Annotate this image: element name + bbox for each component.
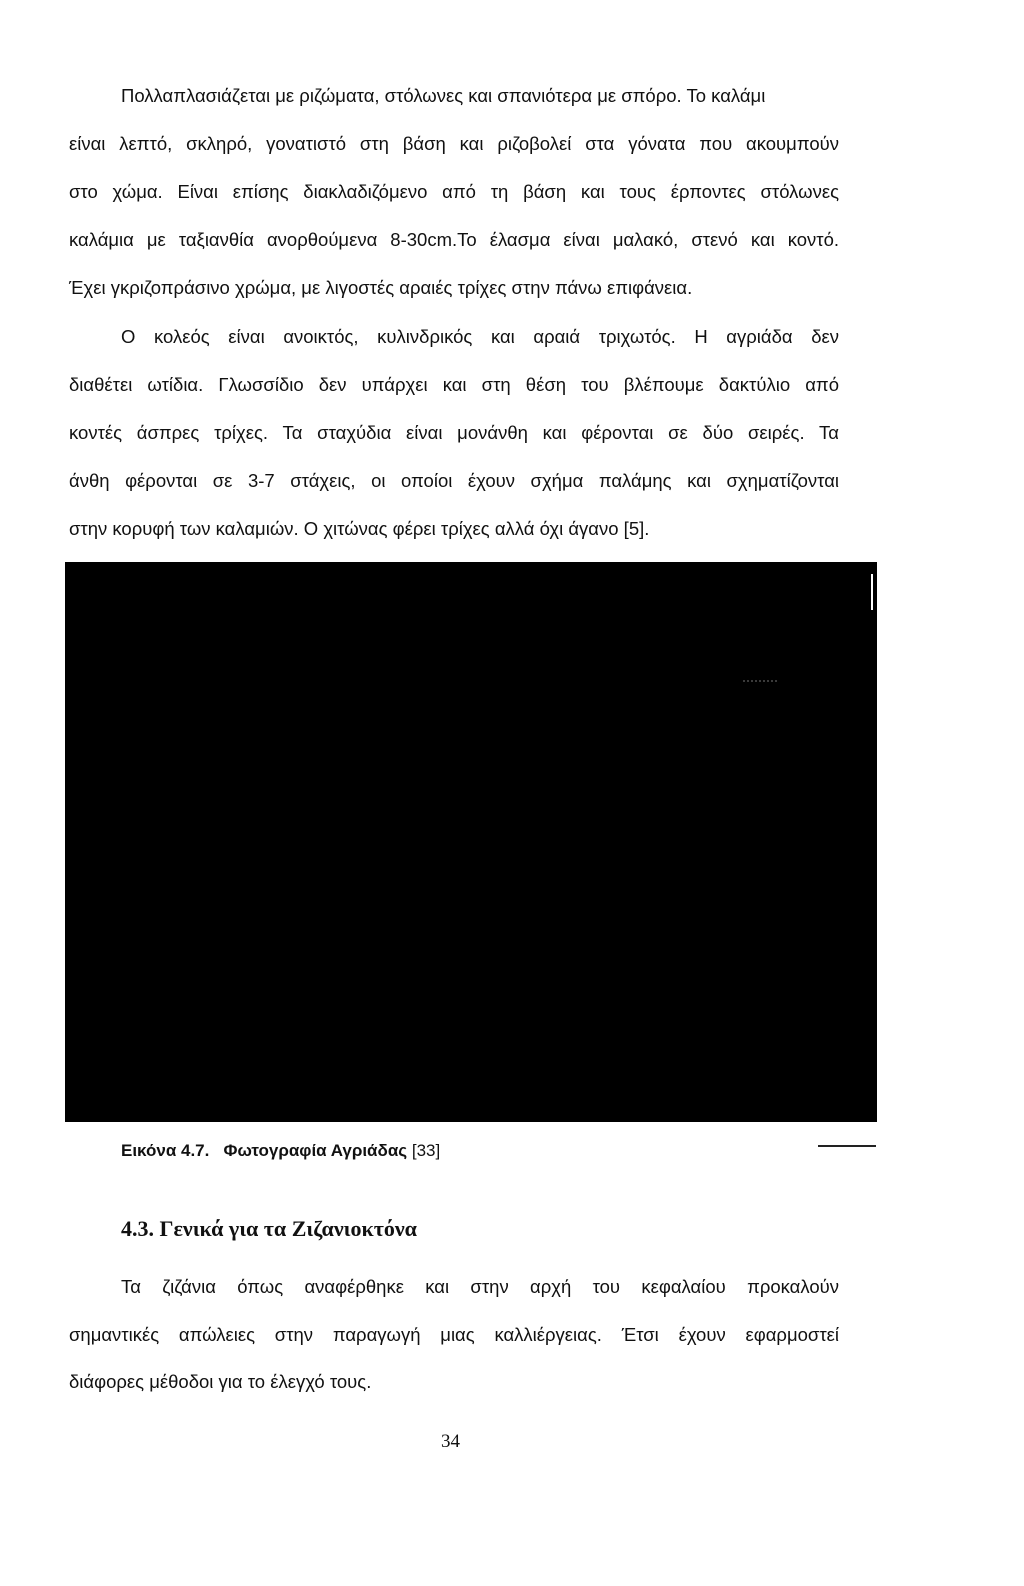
figure-caption-text: Φωτογραφία Αγριάδας [223, 1141, 408, 1160]
figure-photo [65, 562, 877, 1122]
caption-rule [818, 1145, 876, 1147]
section-paragraph-line: Τα ζιζάνια όπως αναφέρθηκε και στην αρχή του κεφαλαίου προκαλούν [121, 1276, 839, 1297]
paragraph-1-line: στο χώμα. Είναι επίσης διακλαδιζόμενο από τη βάση και τους έρποντες στόλωνες [69, 181, 839, 202]
section-heading [121, 1216, 417, 1242]
paragraph-1-line: είναι λεπτό, σκληρό, γονατιστό στη βάση και ριζοβολεί στα γόνατα που ακουμπούν [69, 133, 839, 154]
figure-caption [121, 1141, 440, 1161]
figure-source: [33] [411, 1141, 441, 1160]
paragraph-1-line: Πολλαπλασιάζεται με ριζώματα, στόλωνες και σπανιότερα με σπόρο. Το καλάμι [121, 85, 766, 106]
paragraph-2-line: στην κορυφή των καλαμιών. Ο χιτώνας φέρει τρίχες αλλά όχι άγανο [5]. [69, 518, 650, 539]
section-title: Γενικά για τα Ζιζανιοκτόνα [159, 1216, 417, 1241]
photo-mark [743, 680, 777, 685]
paragraph-2-line: άνθη φέρονται σε 3-7 στάχεις, οι οποίοι έχουν σχήμα παλάμης και σχηματίζονται [69, 470, 839, 491]
paragraph-1-line: Έχει γκριζοπράσινο χρώμα, με λιγοστές αραιές τρίχες στην πάνω επιφάνεια. [69, 277, 693, 298]
paragraph-2-line: διαθέτει ωτίδια. Γλωσσίδιο δεν υπάρχει και στη θέση του βλέπουμε δακτύλιο από [69, 374, 839, 395]
section-paragraph-line: διάφορες μέθοδοι για το έλεγχό τους. [69, 1371, 372, 1392]
photo-mark [871, 574, 873, 610]
paragraph-2-line: κοντές άσπρες τρίχες. Τα σταχύδια είναι μονάνθη και φέρονται σε δύο σειρές. Τα [69, 422, 839, 443]
page-number: 34 [441, 1431, 460, 1452]
section-paragraph-line: σημαντικές απώλειες στην παραγωγή μιας καλλιέργειας. Έτσι έχουν εφαρμοστεί [69, 1324, 839, 1345]
paragraph-2-line: Ο κολεός είναι ανοικτός, κυλινδρικός και αραιά τριχωτός. Η αγριάδα δεν [121, 326, 839, 347]
paragraph-1-line: καλάμια με ταξιανθία ανορθούμενα 8-30cm.Το έλασμα είναι μαλακό, στενό και κοντό. [69, 229, 839, 250]
figure-label: Εικόνα 4.7. [121, 1141, 210, 1160]
section-number: 4.3. [121, 1216, 154, 1241]
